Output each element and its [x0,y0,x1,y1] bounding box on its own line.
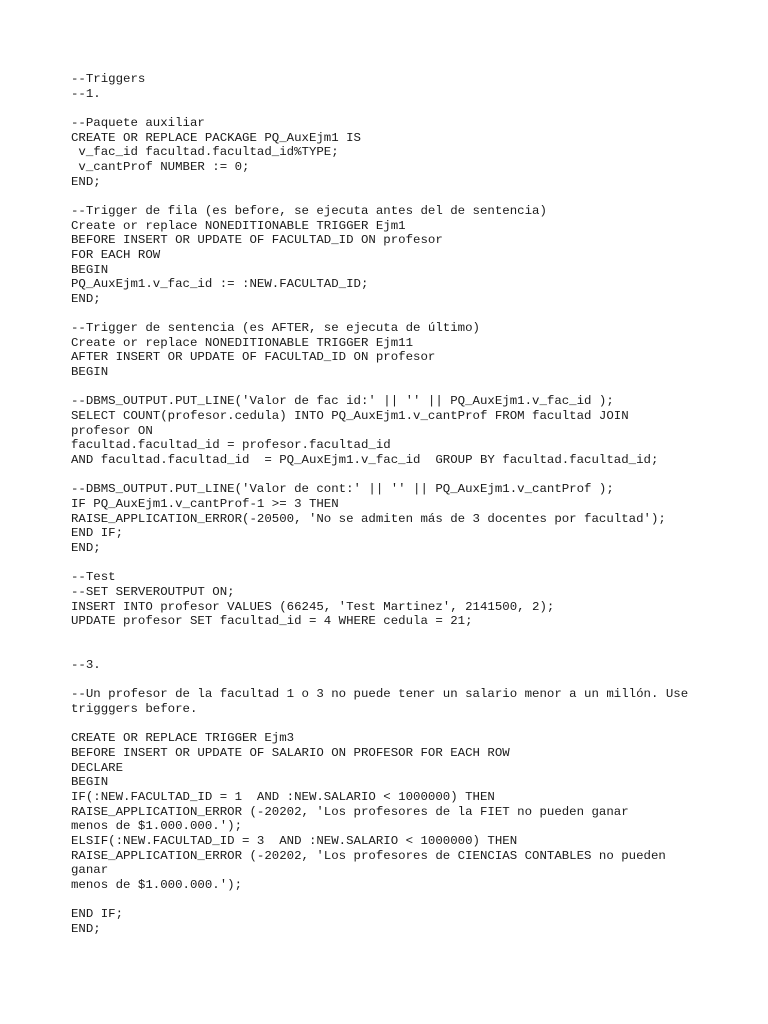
document-line: --Trigger de fila (es before, se ejecuta antes del de sentencia) [71,203,547,218]
document-line: FOR EACH ROW [71,247,161,262]
document-line: facultad.facultad_id = profesor.facultad_id [71,438,391,453]
document-line [71,306,711,321]
document-line [71,629,711,644]
document-line: CREATE OR REPLACE TRIGGER Ejm3 [71,731,295,746]
document-line: v_cantProf NUMBER := 0; [71,159,250,174]
document-line: UPDATE profesor SET facultad_id = 4 WHERE cedula = 21; [71,614,473,629]
document-line [71,643,711,658]
document-line: BEFORE INSERT OR UPDATE OF SALARIO ON PROFESOR FOR EACH ROW [71,746,510,761]
document-line: RAISE_APPLICATION_ERROR(-20500, 'No se admiten más de 3 docentes por facultad'); [71,511,666,526]
document-line [71,380,711,395]
document-line: --SET SERVEROUTPUT ON; [71,584,235,599]
document-line [71,673,711,688]
document-line: --Trigger de sentencia (es AFTER, se ejecuta de último) [71,321,480,336]
document-line: IF PQ_AuxEjm1.v_cantProf-1 >= 3 THEN [71,496,339,511]
document-line: AFTER INSERT OR UPDATE OF FACULTAD_ID ON profesor [71,350,436,365]
document-body [71,72,711,937]
document-line: ganar [71,863,109,878]
document-line [71,893,711,908]
document-line: --Un profesor de la facultad 1 o 3 no puede tener un salario menor a un millón. Use [71,687,689,702]
document-line: END IF; [71,526,124,541]
document-line: --1. [71,86,101,101]
document-line: menos de $1.000.000.'); [71,819,243,834]
document-line: --Paquete auxiliar [71,115,205,130]
document-line: END; [71,921,101,936]
document-line: CREATE OR REPLACE PACKAGE PQ_AuxEjm1 IS [71,130,361,145]
document-line [71,468,711,483]
document-line: Create or replace NONEDITIONABLE TRIGGER Ejm11 [71,335,414,350]
document-line: INSERT INTO profesor VALUES (66245, 'Test Martinez', 2141500, 2); [71,599,555,614]
document-line: AND facultad.facultad_id = PQ_AuxEjm1.v_fac_id GROUP BY facultad.facultad_id; [71,453,659,467]
document-line: profesor ON [71,423,153,438]
document-line: END IF; [71,907,124,922]
document-line: END; [71,291,101,306]
document-line: --3. [71,658,101,673]
document-line: --Test [71,570,116,585]
document-line: trigggers before. [71,702,198,717]
document-line: RAISE_APPLICATION_ERROR (-20202, 'Los profesores de CIENCIAS CONTABLES no pueden [71,848,666,863]
document-line: END; [71,174,101,189]
document-line: --DBMS_OUTPUT.PUT_LINE('Valor de fac id:' || '' || PQ_AuxEjm1.v_fac_id ); [71,394,614,409]
document-line [71,556,711,571]
document-line: RAISE_APPLICATION_ERROR (-20202, 'Los profesores de la FIET no pueden ganar [71,804,629,819]
document-line: --Triggers [71,72,146,86]
document-line: --DBMS_OUTPUT.PUT_LINE('Valor de cont:' || '' || PQ_AuxEjm1.v_cantProf ); [71,482,614,497]
document-line [71,189,711,204]
document-line: BEGIN [71,365,109,380]
document-line: BEGIN [71,262,109,277]
document-line: BEFORE INSERT OR UPDATE OF FACULTAD_ID ON profesor [71,233,443,248]
document-line: PQ_AuxEjm1.v_fac_id := :NEW.FACULTAD_ID; [71,277,369,292]
document-line: v_fac_id facultad.facultad_id%TYPE; [71,145,339,160]
document-line [71,717,711,732]
document-line: BEGIN [71,775,109,790]
document-line: DECLARE [71,760,124,775]
document-line [71,101,711,116]
document-line: END; [71,540,101,555]
document-line: IF(:NEW.FACULTAD_ID = 1 AND :NEW.SALARIO < 1000000) THEN [71,790,495,804]
document-line: Create or replace NONEDITIONABLE TRIGGER Ejm1 [71,218,406,233]
document-line: SELECT COUNT(profesor.cedula) INTO PQ_AuxEjm1.v_cantProf FROM facultad JOIN [71,409,629,424]
document-line: menos de $1.000.000.'); [71,877,243,892]
document-line: ELSIF(:NEW.FACULTAD_ID = 3 AND :NEW.SALARIO < 1000000) THEN [71,833,518,848]
